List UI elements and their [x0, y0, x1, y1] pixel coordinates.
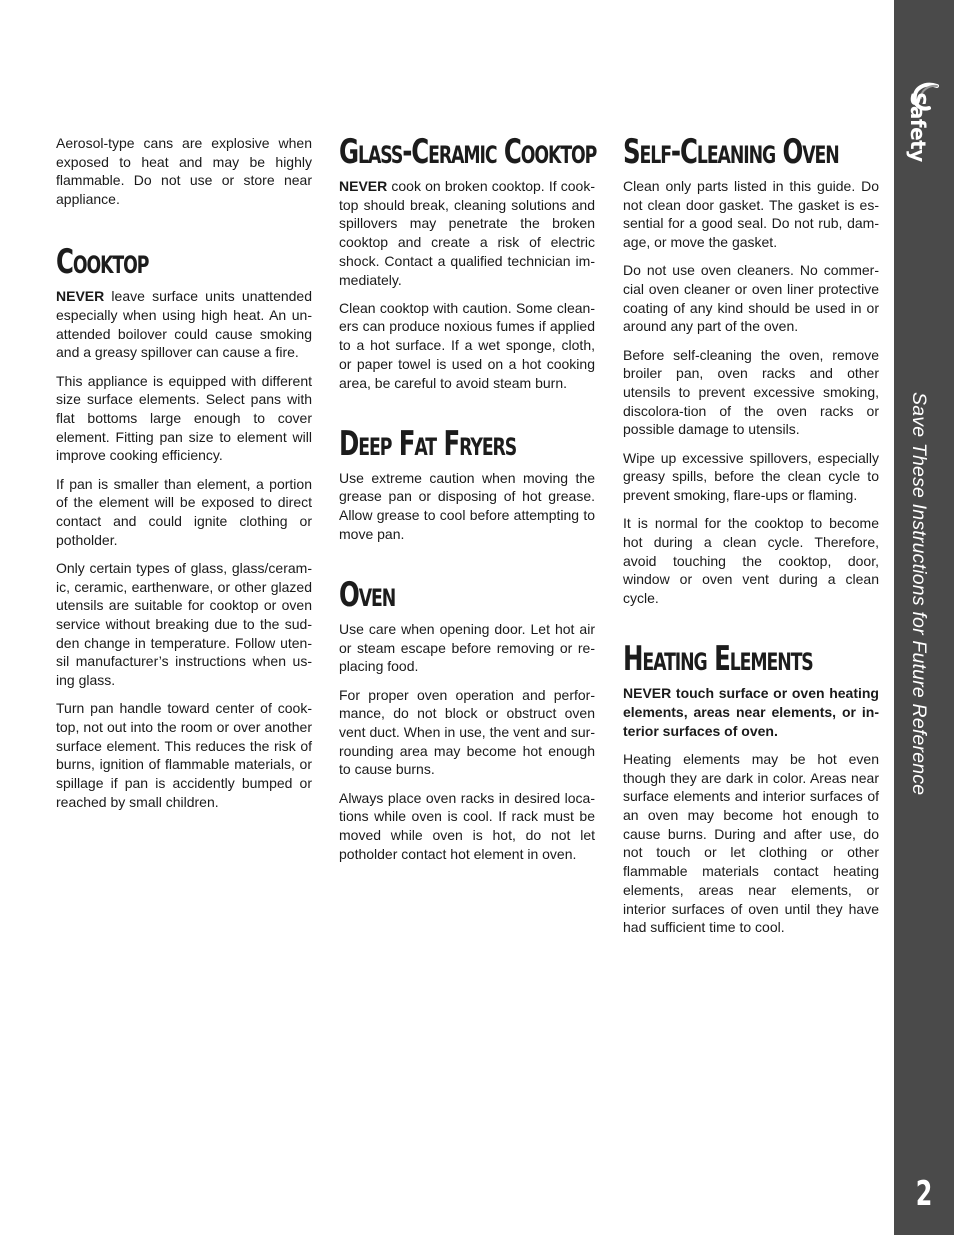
self-cleaning-para-4: Wipe up excessive spillovers, especially greasy spills, before the clean cycle to prevent smoking, flare-ups or flaming. [623, 449, 879, 504]
glass-ceramic-para-1-text: cook on broken cooktop. If cook-top should break, cleaning solutions and spillovers may penetrate the broken cooktop and create a risk of electric shock. Contact a qualified technician im-mediately. [339, 178, 595, 288]
self-cleaning-para-3: Before self-cleaning the oven, remove broiler pan, oven racks and other utensils to prevent excessive smoking, discolora-tion of the oven racks or possible damage to utensils. [623, 346, 879, 438]
oven-para-2: For proper oven operation and perfor-mance, do not block or obstruct oven vent duct. When in use, the vent and sur-rounding area may become hot enough to cause burns. [339, 686, 595, 778]
section-label: Safety [906, 92, 930, 162]
self-cleaning-para-1: Clean only parts listed in this guide. Do not clean door gasket. The gasket is es-sential for a good seal. Do not rub, dam-age, or move the gasket. [623, 178, 879, 251]
cooktop-para-2: This appliance is equipped with different size surface elements. Select pans with flat bottoms large enough to cover element. Fitting pan size to element will improve cooking efficiency. [56, 372, 312, 464]
aerosol-warning: Aerosol-type cans are explosive when exposed to heat and may be highly flammable. Do not use or store near appliance. [56, 135, 312, 208]
heating-elements-heading: Heating Elements [623, 639, 813, 680]
self-cleaning-oven-heading: Self-Cleaning Oven [623, 132, 839, 172]
deep-fat-fryers-para-1: Use extreme caution when moving the grease pan or disposing of hot grease. Allow grease to cool before attempting to move pan. [339, 469, 595, 542]
self-cleaning-para-2: Do not use oven cleaners. No commer-cial oven cleaner or oven liner protective coating of any kind should be used in or around any part of the oven. [623, 262, 879, 335]
never-lead: NEVER [56, 288, 105, 305]
cooktop-heading: Cooktop [56, 242, 149, 283]
oven-para-3: Always place oven racks in desired loca-tions while oven is cool. If rack must be moved while oven is hot, do not let potholder contact hot element in oven. [339, 789, 595, 862]
column-left [56, 134, 312, 821]
glass-ceramic-para-2: Clean cooktop with caution. Some clean-ers can produce noxious fumes if applied to a hot surface. If a wet sponge, cloth, or paper towel is used on a hot cooking area, be careful to avoid steam burn. [339, 299, 595, 391]
cooktop-para-1 [56, 287, 312, 362]
column-middle [339, 134, 595, 873]
heating-elements-para-2: Heating elements may be hot even though they are dark in color. Areas near surface elements and interior surfaces of an oven may become hot enough to cause burns. During and after use, do not touch or let clothing or other flammable materials contact heating elements, areas near elements, or interior surfaces of oven until they have had sufficient time to cool. [623, 750, 879, 936]
glass-ceramic-para-1 [339, 177, 595, 289]
cooktop-para-3: If pan is smaller than element, a portion of the element will be exposed to direct contact and could ignite clothing or potholder. [56, 475, 312, 548]
glass-ceramic-heading: Glass-Ceramic Cooktop [339, 132, 597, 172]
cooktop-para-4: Only certain types of glass, glass/ceram-ic, ceramic, earthenware, or other glazed utensils are suitable for cooktop or oven service without breaking due to the sud-den change in temperature. Follow uten-sil manufacturer’s instructions when us-ing glass. [56, 559, 312, 689]
never-lead: NEVER [339, 178, 388, 194]
oven-para-1: Use care when opening door. Let hot air or steam escape before removing or re-placing food. [339, 621, 595, 675]
heating-elements-warning: NEVER touch surface or oven heating elements, areas near elements, or in-terior surfaces of oven. [623, 685, 879, 739]
cooktop-para-5: Turn pan handle toward center of cook-top, not out into the room or over another surface element. This reduces the risk of burns, ignition of flammable materials, or spillage if pan is accidently bumped or reached by small children. [56, 700, 312, 810]
deep-fat-fryers-heading: Deep Fat Fryers [339, 423, 517, 464]
oven-heading: Oven [339, 575, 396, 616]
page-number: 2 [915, 1174, 933, 1214]
sidebar-tagline: Save These Instructions for Future Reference [908, 392, 930, 796]
column-right [623, 134, 879, 946]
self-cleaning-para-5: It is normal for the cooktop to become hot during a clean cycle. Therefore, avoid touching the cooktop, door, window or oven vent during a clean cycle. [623, 515, 879, 607]
cooktop-para-1-text: leave surface units unattended especially when using high heat. An un-attended boilover could cause smoking and a greasy spillover can cause a fire. [56, 288, 312, 361]
